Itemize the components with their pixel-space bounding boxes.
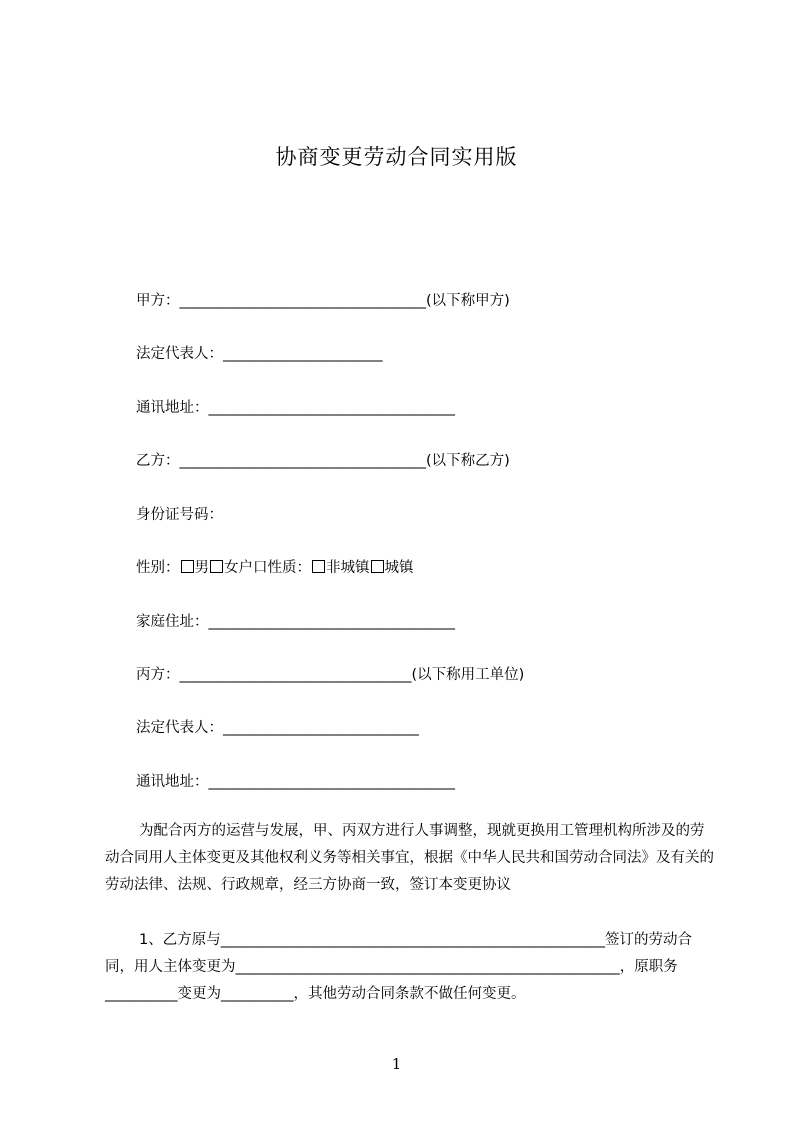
id-number-line: 身份证号码： (136, 507, 223, 523)
party-b-line: 乙方：__________________________________(以下称乙方) (136, 453, 510, 469)
clause-1-paragraph: 1、乙方原与_____________________________________________________签订的劳动合同，用人主体变更为_____________________________________________________，原职务__________变更为__________，其他劳动合同条款不做任何变更。 (105, 932, 692, 1002)
home-address-line: 家庭住址：__________________________________ (136, 614, 455, 630)
legal-representative-line-2: 法定代表人：___________________________ (136, 720, 419, 736)
preamble-paragraph: 为配合丙方的运营与发展，甲、丙双方进行人事调整，现就更换用工管理机构所涉及的劳动合同用人主体变更及其他权利义务等相关事宜，根据《中华人民共和国劳动合同法》及有关的劳动法律、法规、行政规章，经三方协商一致，签订本变更协议 (105, 823, 714, 893)
mailing-address-line-2: 通讯地址：__________________________________ (136, 774, 455, 790)
male-label: 男 (194, 560, 209, 576)
urban-checkbox (371, 560, 384, 573)
party-a-line: 甲方：__________________________________(以下称甲方) (136, 293, 510, 309)
female-checkbox (210, 560, 223, 573)
male-checkbox (181, 560, 194, 573)
party-c-line: 丙方：________________________________(以下称用工单位) (136, 667, 525, 683)
legal-representative-line: 法定代表人：______________________ (136, 346, 383, 362)
non-urban-label: 非城镇 (326, 560, 370, 576)
gender-label: 性别： (136, 560, 180, 576)
document-title: 协商变更劳动合同实用版 (275, 145, 518, 169)
female-hukou-label: 女户口性质： (224, 560, 311, 576)
mailing-address-line: 通讯地址：__________________________________ (136, 400, 455, 416)
gender-hukou-line (136, 558, 414, 578)
page-number: 1 (391, 1055, 402, 1073)
urban-label: 城镇 (384, 560, 414, 576)
non-urban-checkbox (312, 560, 325, 573)
